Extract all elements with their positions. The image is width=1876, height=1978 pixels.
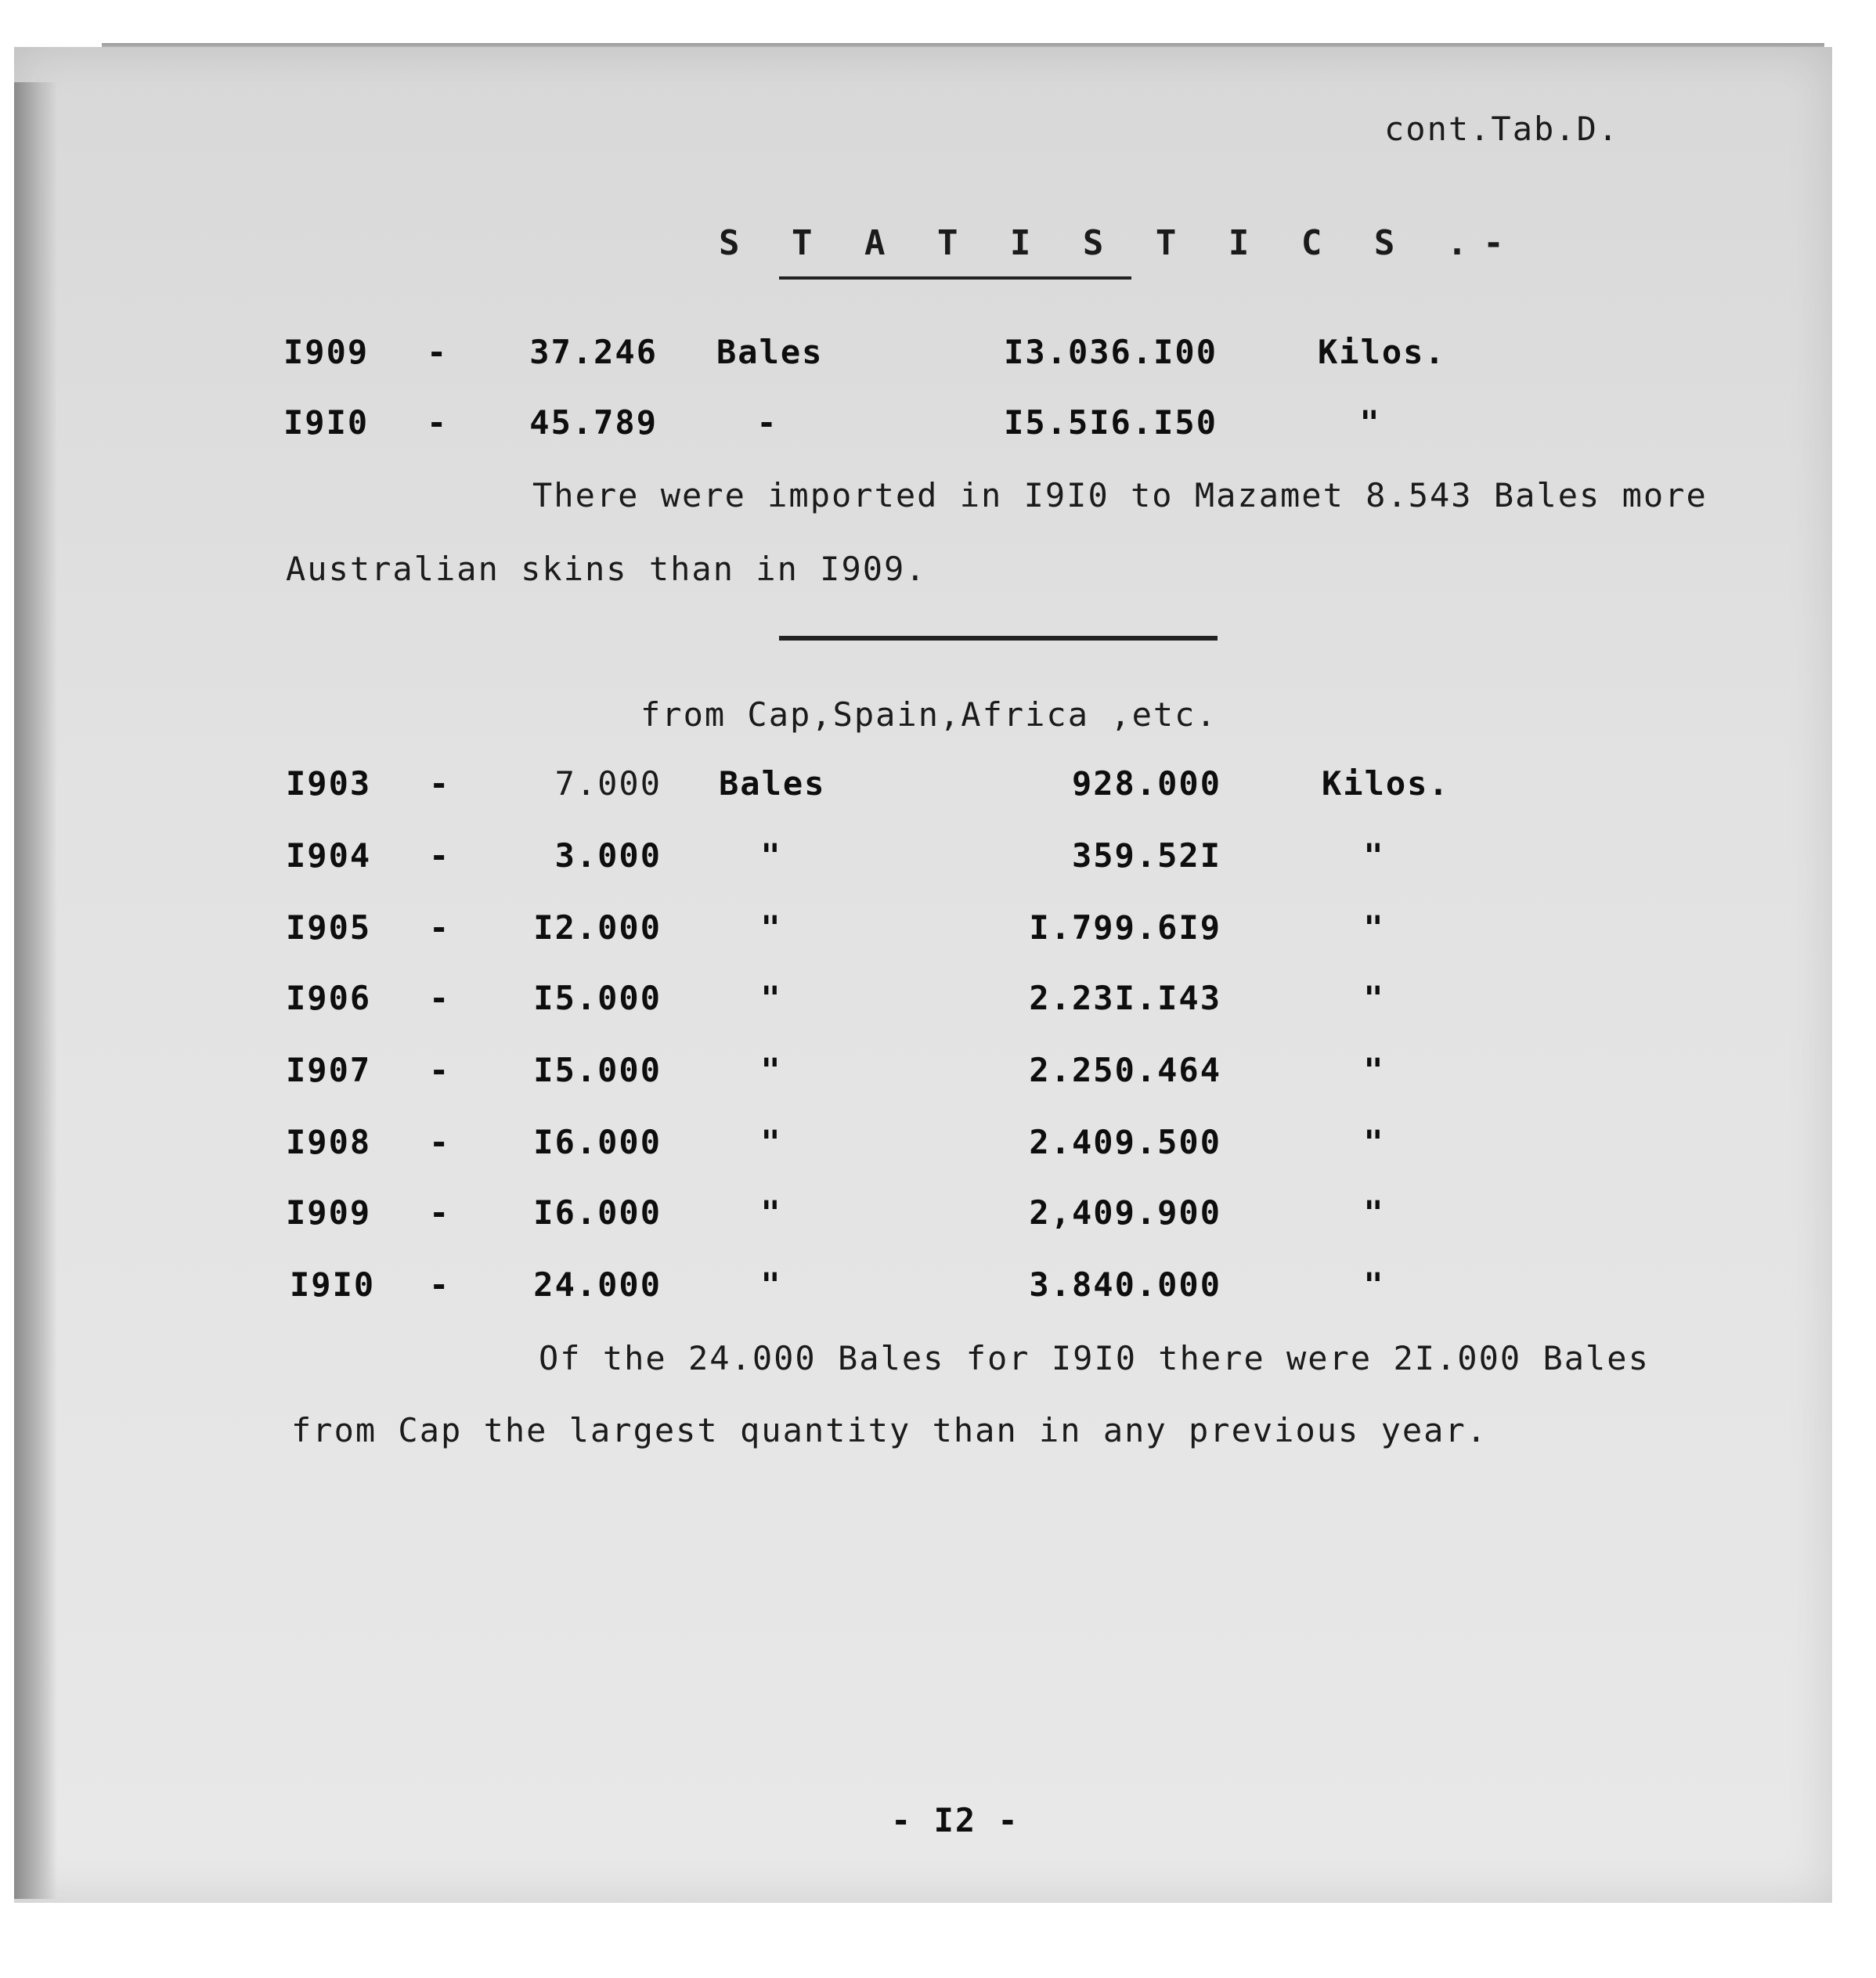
dash-cell: - bbox=[429, 1265, 451, 1304]
unit-cell: " bbox=[760, 1051, 782, 1089]
kilos-cell: 2.250.464 bbox=[1029, 1051, 1221, 1089]
year-cell: I907 bbox=[286, 1051, 372, 1089]
dash-cell: - bbox=[429, 1051, 451, 1089]
australian-note-line2: Australian skins than in I909. bbox=[286, 550, 927, 588]
kilos-unit-cell: " bbox=[1359, 403, 1381, 442]
bales-cell: 3.000 bbox=[554, 836, 662, 875]
kilos-cell: 2,409.900 bbox=[1029, 1193, 1221, 1232]
kilos-unit-cell: " bbox=[1363, 1051, 1385, 1089]
bales-cell: I5.000 bbox=[533, 1051, 662, 1089]
dash-cell: - bbox=[427, 333, 449, 371]
kilos-unit-cell: " bbox=[1363, 1193, 1385, 1232]
dash-cell: - bbox=[429, 979, 451, 1017]
kilos-unit-cell: " bbox=[1363, 979, 1385, 1017]
dash-cell: - bbox=[429, 836, 451, 875]
year-cell: I909 bbox=[286, 1193, 372, 1232]
bales-cell: 37.246 bbox=[529, 333, 658, 371]
title-underline bbox=[779, 276, 1131, 280]
kilos-cell: 3.840.000 bbox=[1029, 1265, 1221, 1304]
unit-cell: " bbox=[760, 1265, 782, 1304]
year-cell: I9I0 bbox=[283, 403, 370, 442]
page-number: - I2 - bbox=[891, 1801, 1019, 1839]
kilos-unit-cell: " bbox=[1363, 908, 1385, 947]
australian-note-line1: There were imported in I9I0 to Mazamet 8.543 Bales more bbox=[532, 476, 1708, 514]
cap-note-line1: Of the 24.000 Bales for I9I0 there were 2I.000 Bales bbox=[539, 1339, 1650, 1377]
dash-cell: - bbox=[429, 764, 451, 803]
kilos-unit-cell: " bbox=[1363, 1123, 1385, 1161]
bales-cell: 24.000 bbox=[533, 1265, 662, 1304]
section-divider bbox=[779, 636, 1218, 641]
kilos-cell: I5.5I6.I50 bbox=[1004, 403, 1218, 442]
kilos-cell: 2.409.500 bbox=[1029, 1123, 1221, 1161]
year-cell: I908 bbox=[286, 1123, 372, 1161]
dash-cell: - bbox=[429, 1193, 451, 1232]
kilos-unit-cell: Kilos. bbox=[1318, 333, 1446, 371]
unit-cell: " bbox=[760, 979, 782, 1017]
header-ref: cont.Tab.D. bbox=[1384, 110, 1620, 148]
dash-cell: - bbox=[429, 908, 451, 947]
kilos-cell: 2.23I.I43 bbox=[1029, 979, 1221, 1017]
unit-cell: " bbox=[760, 908, 782, 947]
year-cell: I9I0 bbox=[290, 1265, 376, 1304]
bales-cell: I2.000 bbox=[533, 908, 662, 947]
unit-cell: - bbox=[756, 403, 778, 442]
unit-cell: " bbox=[760, 1193, 782, 1232]
bales-cell: I5.000 bbox=[533, 979, 662, 1017]
unit-cell: " bbox=[760, 836, 782, 875]
document-sheet bbox=[14, 47, 1832, 1903]
cap-section-heading: from Cap,Spain,Africa ,etc. bbox=[640, 695, 1218, 734]
year-cell: I904 bbox=[286, 836, 372, 875]
dash-cell: - bbox=[427, 403, 449, 442]
page-title: S T A T I S T I C S .- bbox=[719, 223, 1520, 263]
kilos-unit-cell: " bbox=[1363, 1265, 1385, 1304]
kilos-cell: I.799.6I9 bbox=[1029, 908, 1221, 947]
year-cell: I903 bbox=[286, 764, 372, 803]
unit-cell: Bales bbox=[719, 764, 826, 803]
kilos-cell: I3.036.I00 bbox=[1004, 333, 1218, 371]
unit-cell: Bales bbox=[716, 333, 824, 371]
kilos-unit-cell: " bbox=[1363, 836, 1385, 875]
bales-cell: 45.789 bbox=[529, 403, 658, 442]
cap-note-line2: from Cap the largest quantity than in any previous year. bbox=[291, 1411, 1488, 1449]
year-cell: I906 bbox=[286, 979, 372, 1017]
unit-cell: " bbox=[760, 1123, 782, 1161]
page-shadow-left bbox=[14, 82, 57, 1899]
bales-cell: I6.000 bbox=[533, 1123, 662, 1161]
kilos-cell: 359.52I bbox=[1071, 836, 1221, 875]
year-cell: I905 bbox=[286, 908, 372, 947]
bales-cell: 7.000 bbox=[554, 764, 662, 803]
kilos-unit-cell: Kilos. bbox=[1322, 764, 1450, 803]
bales-cell: I6.000 bbox=[533, 1193, 662, 1232]
kilos-cell: 928.000 bbox=[1071, 764, 1221, 803]
dash-cell: - bbox=[429, 1123, 451, 1161]
year-cell: I909 bbox=[283, 333, 370, 371]
